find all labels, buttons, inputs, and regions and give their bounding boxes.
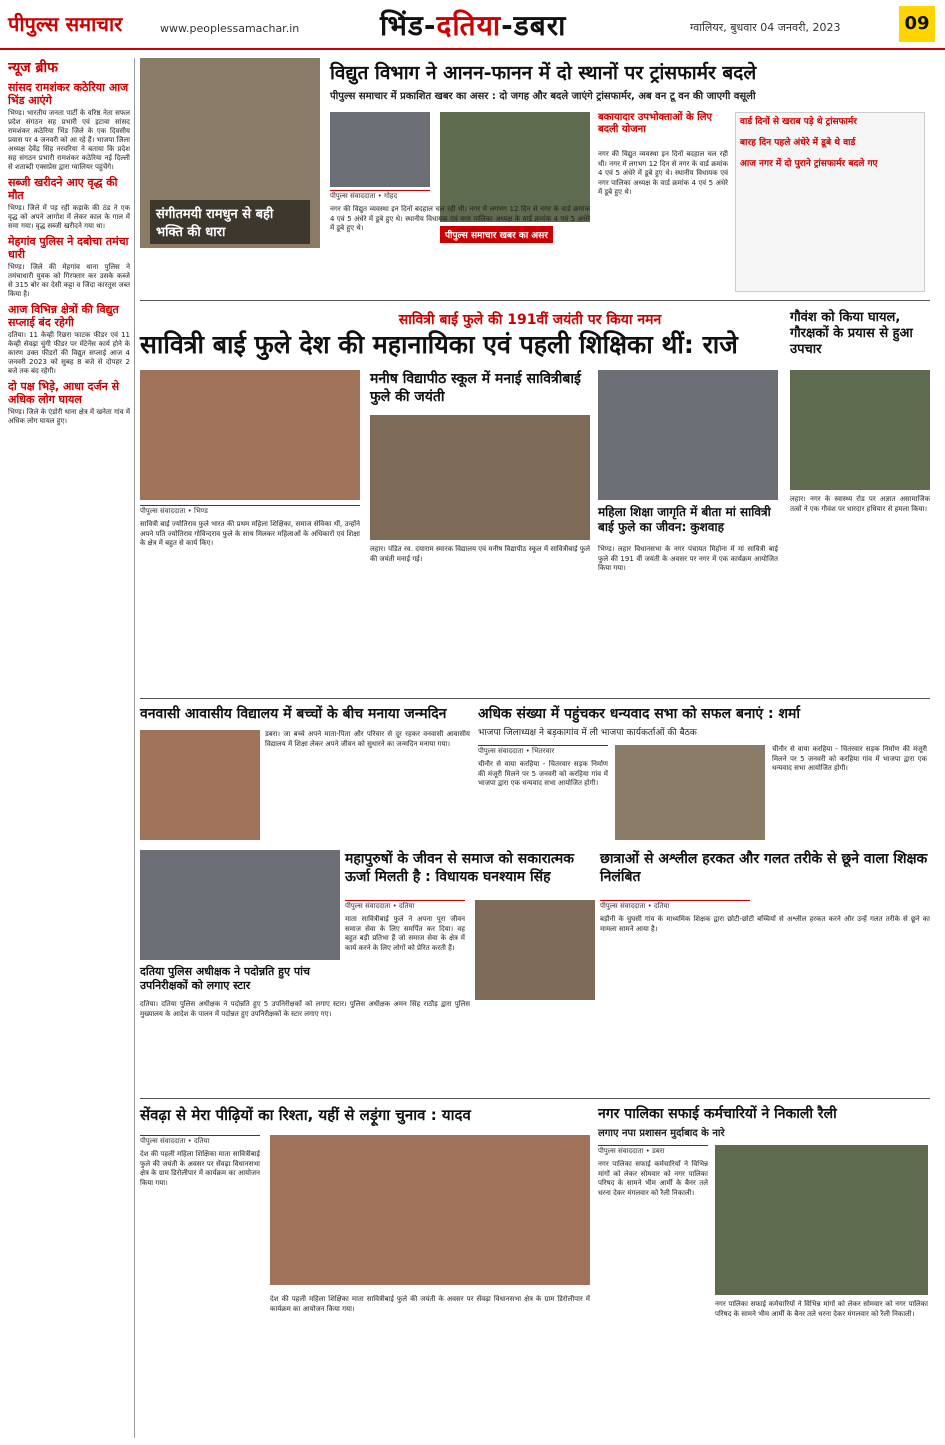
- mahapurush-byline: पीपुल्स संवाददाता • दतिया: [345, 900, 465, 911]
- vanvasi-headline: वनवासी आवासीय विद्यालय में बच्चों के बीच मनाया जन्मदिन: [140, 706, 447, 722]
- brief-text: भिण्ड। जिले में पड़ रही कड़ाके की ठंड ने एक वृद्ध को अपने आगोश में लेकर काल के गाल में समा गया। वृद्ध सब्जी खरीदने गया था।: [8, 204, 130, 230]
- manish-photo: [370, 415, 590, 540]
- brief-heading: सांसद रामशंकर कठेरिया आज भिंड आएंगे: [8, 81, 129, 107]
- photo-caption: संगीतमयी रामधुन से बही भक्ति की धारा: [150, 200, 310, 244]
- mahila-headline: महिला शिक्षा जागृति में बीता मां सावित्री बाई फुले का जीवन: कुशवाह: [598, 505, 771, 534]
- newspaper-clip-photo: [330, 112, 430, 187]
- news-brief-title: न्यूज ब्रीफ: [8, 60, 58, 76]
- bhajpa-photo: [615, 745, 765, 840]
- sevdha-body-2: देश की पहली महिला शिक्षिका माता सावित्रीबाई फुले की जयंती के अवसर पर सेंवढ़ा विधानसभा क्षेत्र के ग्राम डिरोलीपार में कार्यक्रम का आयोजन किया गया।: [270, 1295, 590, 1313]
- gaushala-photo: [790, 370, 930, 490]
- dateline: ग्वालियर, बुधवार 04 जनवरी, 2023: [690, 21, 841, 34]
- police-body: दतिया। दतिया पुलिस अधीक्षक ने पदोन्नति हुए 5 उपनिरीक्षकों को लगाए स्टार। पुलिस अधीक्षक अमन सिंह राठौड़ द्वारा पुलिस मुख्यालय के आदेश के पालन में पदोन्नत हुए उपनिरीक्षकों के स्टार लगाए गए।: [140, 1000, 470, 1018]
- manish-body: लहार। पंडित रव. दयाराम स्मारक विद्यालय एवं मनीष विद्यापीठ स्कूल में सावित्रीबाई फुले की जयंती मनाई गई।: [370, 545, 590, 563]
- brief-heading: आज विभिन्न क्षेत्रों की विद्युत सप्लाई बंद रहेगी: [8, 303, 119, 329]
- story1-highlights: [735, 112, 925, 292]
- brief-text: भिण्ड। जिले के एंडोरी थाना क्षेत्र में खनेता गांव में अधिक लोग घायल हुए।: [8, 408, 130, 425]
- website-url[interactable]: www.peoplessamachar.in: [160, 22, 300, 35]
- section-title: भिंड-दतिया-डबरा: [380, 9, 567, 42]
- rally-body: नगर पालिका सफाई कर्मचारियों ने विभिन्न मांगों को लेकर सोमवार को नगर पालिका परिषद के सामने भीम आर्मी के बैनर तले धरना देकर मंगलवार को रैली निकाली।: [598, 1160, 708, 1197]
- sevdha-photo: [270, 1135, 590, 1285]
- mahila-body: भिण्ड। लहार विधानसभा के नगर पंचायत मिहोना में मां सावित्री बाई फुले की 191 वीं जयंती के अवसर पर नगर में एक कार्यक्रम आयोजित किया गया।: [598, 545, 778, 572]
- brief-heading: मेहगांव पुलिस ने दबोचा तमंचा धारी: [8, 235, 129, 261]
- vanvasi-photo: [140, 730, 260, 840]
- row-divider: [140, 1098, 930, 1099]
- brief-heading: सब्जी खरीदने आए वृद्ध की मौत: [8, 176, 118, 202]
- highlight-item: वार्ड दिनों से खराब पड़े थे ट्रांसफार्मर: [740, 117, 857, 127]
- sevdha-headline: सेंवढ़ा से मेरा पीढ़ियों का रिश्ता, यहीं से लड़ूंगा चुनाव : यादव: [140, 1106, 471, 1124]
- police-photo: [140, 850, 340, 960]
- vanvasi-body: डबरा। जा बच्चे अपने माता-पिता और परिवार से दूर रहकर वनवासी आवासीय विद्यालय में शिक्षा लेकर अपने जीवन को सुधारने का जन्मदिन मनाया गया।: [265, 730, 470, 748]
- story1-byline: पीपुल्स संवाददाता • गोहद: [330, 190, 430, 201]
- teacher-headline: छात्राओं से अश्लील हरकत और गलत तरीके से छूने वाला शिक्षक निलंबित: [600, 851, 928, 885]
- section-bhind: भिंड: [380, 9, 424, 42]
- teacher-byline: पीपुल्स संवाददाता • दतिया: [600, 900, 750, 911]
- main-body: सावित्री बाई ज्योतिराव फुले भारत की प्रथम महिला शिक्षिका, समाज सेविका थीं, उन्होंने अपने पति ज्योतिराव गोविन्दराव फुले के साथ मिलकर महिलाओं के अधिकारों एवं शिक्षा के क्षेत्र में बहुत से कार्य किए।: [140, 520, 360, 547]
- section-datia: दतिया: [436, 9, 502, 42]
- main-kicker: सावित्री बाई फुले की 191वीं जयंती पर किया नमन: [398, 312, 662, 328]
- bhajpa-subhead: भाजपा जिलाध्यक्ष ने बड़कागांव में ली भाजपा कार्यकर्ताओं की बैठक: [478, 728, 697, 738]
- rally-photo: [715, 1145, 928, 1295]
- column-divider: [134, 58, 135, 1438]
- bhajpa-body-2: चीनौर से वाया करहिया - चितरवार सड़क निर्माण की मंजूरी मिलने पर 5 जनवरी को करहिया गांव में भाजपा द्वारा एक धन्यवाद सभा आयोजित होगी।: [772, 745, 927, 772]
- mahapurush-headline: महापुरुषों के जीवन से समाज को सकारात्मक ऊर्जा मिलती है : विधायक घनश्याम सिंह: [345, 851, 574, 885]
- mahapurush-photo: [475, 900, 595, 1000]
- brief-text: भिण्ड। जिले की मेहगांव थाना पुलिस ने तमंचाधारी युवक को गिरफ्तार कर उसके कब्जे से 315 बोर का देसी कट्टा व जिंदा कारतूस जब्त किया है।: [8, 263, 130, 298]
- highlight-item: बारह दिन पहले अंधेरे में डूबे थे वार्ड: [740, 138, 856, 148]
- section-dabra: डबरा: [513, 9, 567, 42]
- impact-badge: पीपुल्स समाचार खबर का असर: [440, 226, 553, 243]
- bhajpa-byline: पीपुल्स संवाददाता • भितरवार: [478, 745, 608, 756]
- manish-headline: मनीष विद्यापीठ स्कूल में मनाई सावित्रीबाई फुले की जयंती: [370, 371, 581, 405]
- news-brief-column: [8, 58, 130, 1438]
- rally-subhead: लगाए नपा प्रशासन मुर्दाबाद के नारे: [598, 1128, 725, 1139]
- row-divider: [140, 698, 930, 699]
- rally-headline: नगर पालिका सफाई कर्मचारियों ने निकाली रैली: [598, 1106, 837, 1122]
- main-byline: पीपुल्स संवाददाता • भिण्ड: [140, 505, 360, 516]
- story1-side-heading: बकायादार उपभोक्ताओं के लिए बदली योजना: [598, 112, 713, 135]
- bhajpa-headline: अधिक संख्या में पहुंचकर धन्यवाद सभा को सफल बनाएं : शर्मा: [478, 706, 800, 722]
- page-number: 09: [899, 6, 935, 42]
- brief-text: दतिया। 11 केव्ही रिछरा फाटक फीडर एवं 11 केव्ही सेवढ़ा चुंगी फीडर पर मेंटेनेंस कार्य होने के कारण उक्त फीडरों की विद्युत सप्लाई आज 4 जनवरी 2023 को सुबह 8 बजे से दोपहर 2 बजे तक बंद रहेगी।: [8, 331, 130, 375]
- sevdha-body: देश की पहली महिला शिक्षिका माता सावित्रीबाई फुले की जयंती के अवसर पर सेंवढ़ा विधानसभा क्षेत्र के ग्राम डिरोलीपार में कार्यक्रम का आयोजन किया गया।: [140, 1150, 260, 1187]
- gaushala-body: लहार। नगर के स्वास्थ्य रोड पर अज्ञात असामाजिक तत्वों ने एक गौवंश पर धारदार हथियार से हमला किया।: [790, 495, 930, 513]
- masthead: [0, 0, 945, 50]
- brief-heading: दो पक्ष भिड़े, आधा दर्जन से अधिक लोग घायल: [8, 380, 120, 406]
- story1-headline: विद्युत विभाग ने आनन-फानन में दो स्थानों पर ट्रांसफार्मर बदले: [330, 62, 757, 84]
- story1-side-body: नगर की विद्युत व्यवस्था इन दिनों बदहाल चल रही थी। नगर में लगभग 12 दिन से नगर के वार्ड क्रमांक 4 एवं 5 अंधेरे में डूबे हुए थे। स्थानीय विधायक एवं नगर पालिका अध्यक्ष के वार्ड क्रमांक 4 एवं 5 अंधेरे में डूबे हुए थे।: [598, 150, 728, 196]
- row-divider: [140, 300, 930, 301]
- main-headline: सावित्री बाई फुले देश की महानायिका एवं पहली शिक्षिका थीं: राजे: [140, 330, 738, 359]
- mahila-photo: [598, 370, 778, 500]
- story1-body: नगर की विद्युत व्यवस्था इन दिनों बदहाल चल रही थी। नगर में लगभग 12 दिन से नगर के वार्ड क्रमांक 4 एवं 5 अंधेरे में डूबे हुए थे। स्थानीय विधायक एवं नगर पालिका अध्यक्ष के वार्ड क्रमांक 4 एवं 5 अंधेरे में डूबे हुए थे।: [330, 205, 590, 232]
- sevdha-byline: पीपुल्स संवाददाता • दतिया: [140, 1135, 260, 1146]
- rally-byline: पीपुल्स संवाददाता • डबरा: [598, 1145, 708, 1156]
- jayanti-photo: [140, 370, 360, 500]
- highlight-item: आज नगर में दो पुराने ट्रांसफार्मर बदले गए: [740, 159, 878, 169]
- brief-text: भिण्ड। भारतीय जनता पार्टी के वरिष्ठ नेता सफल प्रदेश संगठन सह प्रभारी एवं इटावा सांसद रामशंकर कठेरिया भिंड जिले के एक दिवसीय प्रवास पर 4 जनवरी को आ रहे हैं। भाजपा जिला अध्यक्ष देवेंद्र सिंह नरवरिया ने बताया कि प्रदेश सह संगठन प्रभारी रामशंकर कठेरिया नई दिल्ली से शताब्दी एक्सप्रेस द्वारा ग्वालियर पहुंचेंगे।: [8, 109, 130, 171]
- police-headline: दतिया पुलिस अधीक्षक ने पदोन्नति हुए पांच उपनिरीक्षकों को लगाए स्टार: [140, 965, 310, 992]
- rally-body-2: नगर पालिका सफाई कर्मचारियों ने विभिन्न मांगों को लेकर सोमवार को नगर पालिका परिषद के सामने भीम आर्मी के बैनर तले धरना देकर मंगलवार को रैली निकाली।: [715, 1300, 928, 1318]
- story1-subhead: पीपुल्स समाचार में प्रकाशित खबर का असर : दो जगह और बदले जाएंगे ट्रांसफार्मर, अब वन टू वन की जाएगी वसूली: [330, 91, 756, 102]
- teacher-body: बड़ौनी के घुघसी गांव के माध्यमिक शिक्षक द्वारा छोटी-छोटी बच्चियों से अश्लील हरकत करने और उन्हें गलत तरीके से छूने का मामला सामने आया है।: [600, 915, 930, 933]
- mahapurush-body: माता सावित्रीबाई फुले ने अपना पूरा जीवन समाज सेवा के लिए समर्पित कर दिया। वह बहुत बड़ी प्रतिभा हैं जो समाज सेवा के क्षेत्र में कार्य करने के लिए लोगों को प्रेरित करती हैं।: [345, 915, 465, 952]
- gaushala-headline: गौवंश को किया घायल, गौरक्षकों के प्रयास से हुआ उपचार: [790, 310, 913, 357]
- brand-logo: पीपुल्स समाचार: [8, 12, 123, 36]
- bhajpa-body: चीनौर से वाया करहिया - चितरवार सड़क निर्माण की मंजूरी मिलने पर 5 जनवरी को करहिया गांव में भाजपा द्वारा एक धन्यवाद सभा आयोजित होगी।: [478, 760, 608, 787]
